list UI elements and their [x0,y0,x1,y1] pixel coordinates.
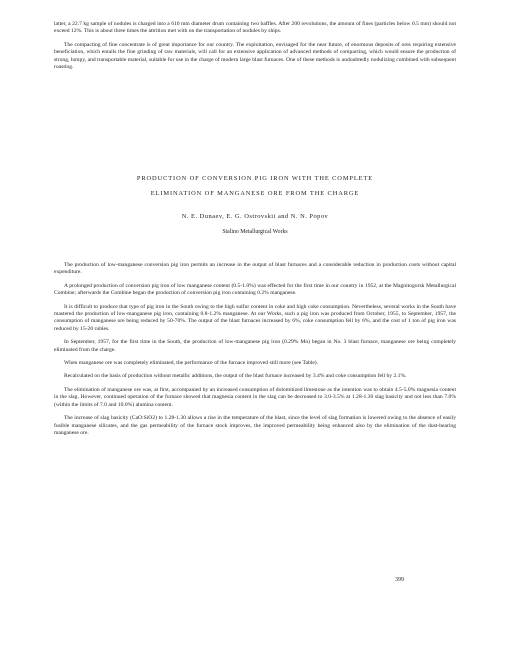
body-paragraph-5: When manganese ore was completely eliminated, the performance of the furnace improved still more (see Table). [64,360,319,367]
body-paragraph-6: Recalculated on the basis of production without metallic additions, the output of the blast furnace increased by 3.4% and coke consumption fell by 2.1%. [64,373,407,380]
body-paragraph-3: It is difficult to produce that type of pig iron in the South owing to the high sulfur content in coke and high coke consumption. Nevertheless, several works in the South have mastered the production of low-manganese pig iron, containing 0.8-1.2% manganese. At our Works, such a pig iron was produced from October, 1955, to September, 1957, the consumption of manganese ore being reduced by 50-70%. The output of the blast furnaces increased by 6%, coke consumption fell by 6%, and the cost of 1 ton of pig iron was reduced by 15-20 rubles. [54,303,456,332]
body-paragraph-1: The production of low-manganese conversion pig iron permits an increase in the output of blast furnaces and a considerable reduction in production costs without capital expenditure. [54,262,456,276]
article-title-line-1: PRODUCTION OF CONVERSION PIG IRON WITH THE COMPLETE [136,175,374,182]
article-authors: N. E. Dunaev, E. G. Ostrovskii and N. N. Popov [181,213,329,220]
paragraph-compacting: The compacting of fine concentrate is of great importance for our country. The exploitation, envisaged for the near future, of enormous deposits of ores requiring extensive beneficiation, which entails the fine grinding of raw materials, will call for an extensive application of advanced methods of compacting, which would ensure the production of strong, lumpy, and transportable material, suitable for use in the charge of modern large blast furnaces. One of these methods is undoubtedly nodulizing combined with subsequent roasting. [54,41,456,71]
top-text-block [54,21,456,77]
article-title-line-2: ELIMINATION OF MANGANESE ORE FROM THE CHARGE [150,190,360,197]
body-paragraph-8: The increase of slag basicity (CaO:SiO2) to 1.28-1.30 allows a rise in the temperature of the blast, since the level of slag formation is lowered owing to the absence of easily fusible manganese silicates, and the gas permeability of the furnace stock improves, the improved permeability being enhanced also by the elimination of the dust-bearing manganese ore. [54,415,456,436]
body-paragraph-2: A prolonged production of conversion pig iron of low manganese content (0.5-1.0%) was effected for the first time in our country in 1952, at the Magnitogorsk Metallurgical Combine; afterwards the Combine began the production of conversion pig iron containing 0.2% manganese. [54,282,456,297]
body-paragraph-4: In September, 1957, for the first time in the South, the production of low-manganese pig iron (0.29% Mn) began in No. 3 blast furnace, manganese ore being completely eliminated from the charge. [54,339,456,353]
article-affiliation: Stalino Metallurgical Works [222,229,288,235]
page-number: 399 [395,577,404,583]
article-body [54,262,456,443]
body-paragraph-7: The elimination of manganese ore was, at first, accompanied by an increased consumption of dolomitized limestone as the intention was to obtain 4.5-5.0% magnesia content in the slag. However, continued operation of the furnace showed that magnesia content in the slag can be decreased to 3.0-3.5% at 1.28-1.30 slag basicity and not less than 7.0% (within the limits of 7.0 and 10.0%) alumina content. [54,386,456,408]
paragraph-nodule-attrition: latter, a 22.7 kg sample of nodules is charged into a 610 mm diameter drum containing two baffles. After 200 revolutions, the amount of fines (particles below 0.5 mm) should not exceed 12%. This is about three times the attrition met with on the transportation of nodules by ships. [54,21,456,35]
